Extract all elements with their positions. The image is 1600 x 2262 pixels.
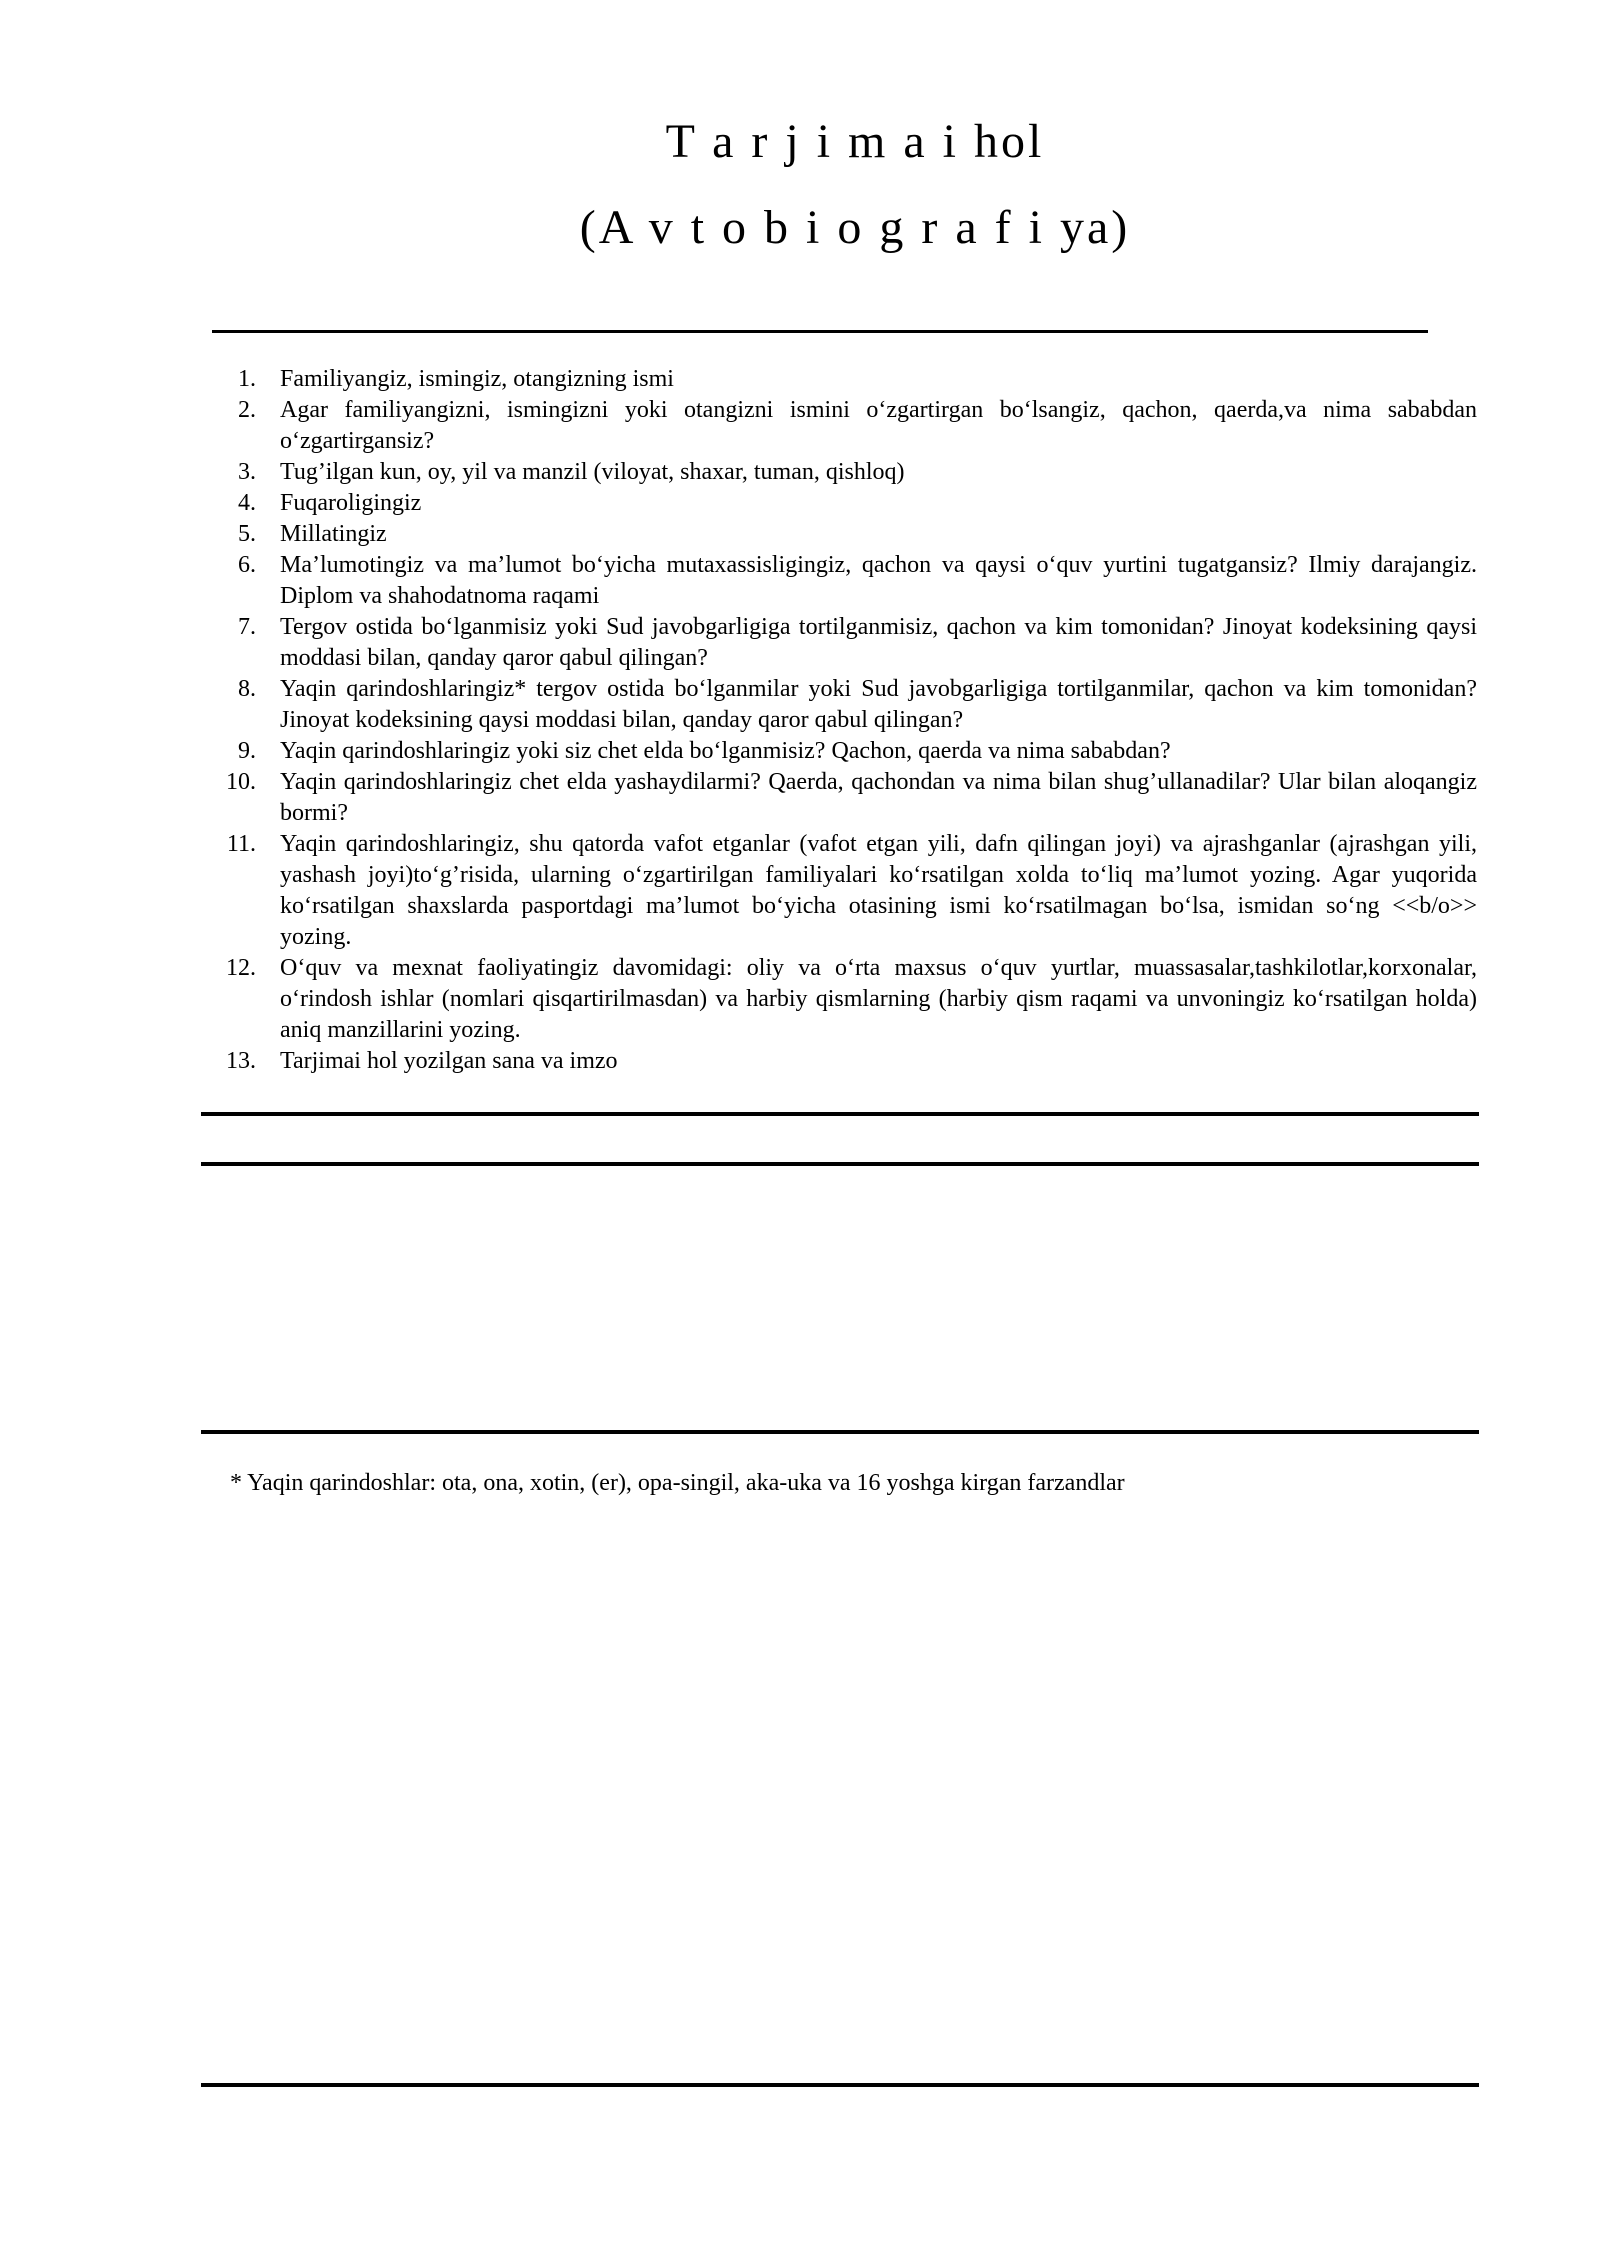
question-number: 5. [238, 521, 256, 547]
document-subtitle: (A v t o b i o g r a f i ya) [579, 201, 1131, 254]
question-item-7 [212, 612, 1477, 674]
question-text: Millatingiz [280, 521, 387, 547]
question-text: Agar familiyangizni, ismingizni yoki otangizni ismini o‘zgartirgan bo‘lsangiz, qachon, qaerda,va nima sababdan o‘zgartirgansiz? [280, 397, 1477, 454]
question-list [212, 364, 1477, 1077]
question-number: 10. [226, 769, 256, 795]
title-divider [212, 330, 1428, 333]
question-text: Yaqin qarindoshlaringiz chet elda yashaydilarmi? Qaerda, qachondan va nima bilan shug’ullanadilar? Ular bilan aloqangiz bormi? [280, 769, 1477, 826]
question-text: Familiyangiz, ismingiz, otangizning ismi [280, 366, 674, 392]
question-text: Tug’ilgan kun, oy, yil va manzil (viloyat, shaxar, tuman, qishloq) [280, 459, 905, 485]
question-number: 9. [238, 738, 256, 764]
question-number: 13. [226, 1048, 256, 1074]
footnote-divider [201, 1430, 1479, 1434]
question-number: 12. [226, 955, 256, 981]
document-title: T a r j i m a i hol [665, 115, 1045, 168]
question-number: 2. [238, 397, 256, 423]
question-item-3 [212, 457, 1477, 488]
question-text: Ma’lumotingiz va ma’lumot bo‘yicha mutaxassisligingiz, qachon va qaysi o‘quv yurtini tugatgansiz? Ilmiy darajangiz. Diplom va shahodatnoma raqami [280, 552, 1477, 609]
question-item-6 [212, 550, 1477, 612]
question-text: Fuqaroligingiz [280, 490, 422, 516]
question-item-9 [212, 736, 1477, 767]
question-number: 8. [238, 676, 256, 702]
question-number: 11. [226, 831, 256, 857]
question-number: 6. [238, 552, 256, 578]
question-item-2 [212, 395, 1477, 457]
question-text: Yaqin qarindoshlaringiz, shu qatorda vafot etganlar (vafot etgan yili, dafn qilingan joyi) va ajrashganlar (ajrashgan yili, yashash joyi)to‘g’risida, ularning o‘zgartirilgan familiyalari ko‘rsatilgan xolda to‘liq ma’lumot yozing. Agar yuqorida ko‘rsatilgan shaxslarda pasportdagi ma’lumot bo‘yicha otasining ismi ko‘rsatilmagan bo‘lsa, ismidan so‘ng <<b/o>> yozing. [280, 831, 1477, 950]
question-item-1 [212, 364, 1477, 395]
bottom-line [201, 2083, 1479, 2087]
question-item-4 [212, 488, 1477, 519]
question-item-12 [212, 953, 1477, 1046]
question-number: 3. [238, 459, 256, 485]
writing-line-1 [201, 1112, 1479, 1116]
question-item-10 [212, 767, 1477, 829]
question-text: Yaqin qarindoshlaringiz* tergov ostida bo‘lganmilar yoki Sud javobgarligiga tortilganmilar, qachon va kim tomonidan? Jinoyat kodeksining qaysi moddasi bilan, qanday qaror qabul qilingan? [280, 676, 1477, 733]
question-item-8 [212, 674, 1477, 736]
question-text: O‘quv va mexnat faoliyatingiz davomidagi: oliy va o‘rta maxsus o‘quv yurtlar, muassasalar,tashkilotlar,korxonalar, o‘rindosh ishlar (nomlari qisqartirilmasdan) va harbiy qismlarning (harbiy qism raqami va unvoningiz ko‘rsatilgan holda) aniq manzillarini yozing. [280, 955, 1477, 1043]
question-number: 7. [238, 614, 256, 640]
question-number: 4. [238, 490, 256, 516]
question-item-5 [212, 519, 1477, 550]
footnote: * Yaqin qarindoshlar: ota, ona, xotin, (er), opa-singil, aka-uka va 16 yoshga kirgan farzandlar [230, 1470, 1125, 1496]
question-text: Yaqin qarindoshlaringiz yoki siz chet elda bo‘lganmisiz? Qachon, qaerda va nima sababdan? [280, 738, 1171, 764]
question-text: Tarjimai hol yozilgan sana va imzo [280, 1048, 618, 1074]
writing-line-2 [201, 1162, 1479, 1166]
question-number: 1. [238, 366, 256, 392]
question-text: Tergov ostida bo‘lganmisiz yoki Sud javobgarligiga tortilganmisiz, qachon va kim tomonidan? Jinoyat kodeksining qaysi moddasi bilan, qanday qaror qabul qilingan? [280, 614, 1477, 671]
question-item-13 [212, 1046, 1477, 1077]
question-item-11 [212, 829, 1477, 953]
